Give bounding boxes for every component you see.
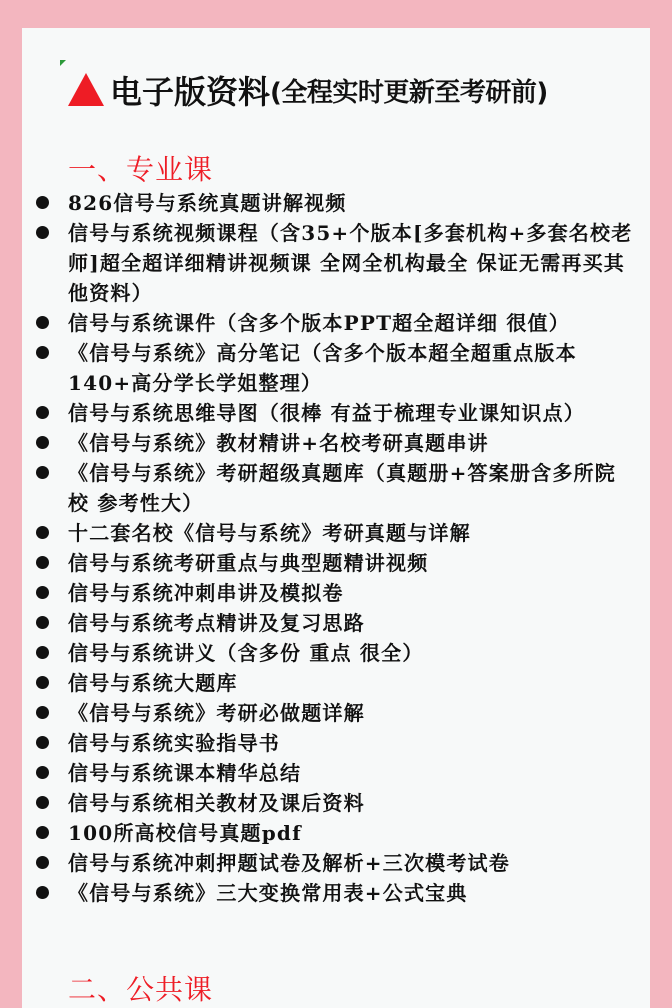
bullet-icon — [36, 586, 49, 599]
bullet-icon — [36, 466, 49, 479]
bullet-icon — [36, 226, 49, 239]
list-item — [36, 638, 636, 668]
list-item — [36, 398, 636, 428]
bullet-icon — [36, 676, 49, 689]
bullet-icon — [36, 766, 49, 779]
list-item — [36, 308, 636, 338]
list-item-text: 《信号与系统》三大变换常用表+公式宝典 — [68, 881, 468, 905]
list-item-text: 100所高校信号真题pdf — [68, 821, 302, 845]
corner-mark-icon — [60, 60, 66, 66]
list-item-text: 《信号与系统》考研必做题详解 — [68, 701, 365, 725]
list-item — [36, 608, 636, 638]
bullet-icon — [36, 436, 49, 449]
bullet-icon — [36, 826, 49, 839]
bullet-icon — [36, 706, 49, 719]
list-item — [36, 668, 636, 698]
list-item — [36, 518, 636, 548]
list-item-text: 信号与系统课本精华总结 — [68, 761, 302, 785]
section-heading-public: 二、公共课 — [68, 973, 214, 1006]
title-subtitle: (全程实时更新至考研前) — [270, 77, 548, 108]
list-item — [36, 818, 636, 848]
list-item-text: 信号与系统冲刺串讲及模拟卷 — [68, 581, 344, 605]
list-item — [36, 728, 636, 758]
bullet-icon — [36, 346, 49, 359]
bullet-icon — [36, 646, 49, 659]
list-item-text: 信号与系统大题库 — [68, 671, 238, 695]
warning-triangle-icon — [68, 73, 104, 106]
list-item-text: 信号与系统冲刺押题试卷及解析+三次模考试卷 — [68, 851, 510, 875]
bullet-icon — [36, 316, 49, 329]
bullet-icon — [36, 616, 49, 629]
list-item — [36, 698, 636, 728]
bullet-icon — [36, 526, 49, 539]
bullet-icon — [36, 796, 49, 809]
list-item-text: 信号与系统课件（含多个版本PPT超全超详细 很值） — [68, 311, 570, 335]
list-item-text: 十二套名校《信号与系统》考研真题与详解 — [68, 521, 471, 545]
bullet-icon — [36, 556, 49, 569]
list-item-text: 信号与系统视频课程（含35+个版本[多套机构+多套名校老师]超全超详细精讲视频课 全网全机构最全 保证无需再买其他资料） — [68, 221, 633, 305]
section-heading-professional: 一、专业课 — [68, 153, 214, 186]
list-item — [36, 848, 636, 878]
list-item-text: 826信号与系统真题讲解视频 — [68, 191, 347, 215]
bullet-icon — [36, 856, 49, 869]
list-item-text: 《信号与系统》高分笔记（含多个版本超全超重点版本 140+高分学长学姐整理） — [68, 341, 577, 395]
list-item-text: 《信号与系统》考研超级真题库（真题册+答案册含多所院校 参考性大） — [68, 461, 616, 515]
title-main: 电子版资料 — [110, 73, 271, 111]
list-item-text: 信号与系统实验指导书 — [68, 731, 280, 755]
bullet-icon — [36, 886, 49, 899]
content-card — [22, 28, 650, 1008]
list-item — [36, 458, 636, 518]
list-item-text: 信号与系统思维导图（很棒 有益于梳理专业课知识点） — [68, 401, 585, 425]
list-item — [36, 788, 636, 818]
list-item-text: 信号与系统讲义（含多份 重点 很全） — [68, 641, 424, 665]
list-item-text: 信号与系统考点精讲及复习思路 — [68, 611, 365, 635]
list-item — [36, 338, 636, 398]
list-item — [36, 578, 636, 608]
list-item — [36, 188, 636, 218]
list-item — [36, 758, 636, 788]
list-item — [36, 428, 636, 458]
list-item — [36, 878, 636, 908]
bullet-icon — [36, 736, 49, 749]
list-item — [36, 548, 636, 578]
list-item-text: 信号与系统考研重点与典型题精讲视频 — [68, 551, 429, 575]
material-list — [36, 188, 636, 908]
bullet-icon — [36, 196, 49, 209]
list-item — [36, 218, 636, 308]
bullet-icon — [36, 406, 49, 419]
page-title — [68, 68, 548, 112]
list-item-text: 《信号与系统》教材精讲+名校考研真题串讲 — [68, 431, 489, 455]
list-item-text: 信号与系统相关教材及课后资料 — [68, 791, 365, 815]
